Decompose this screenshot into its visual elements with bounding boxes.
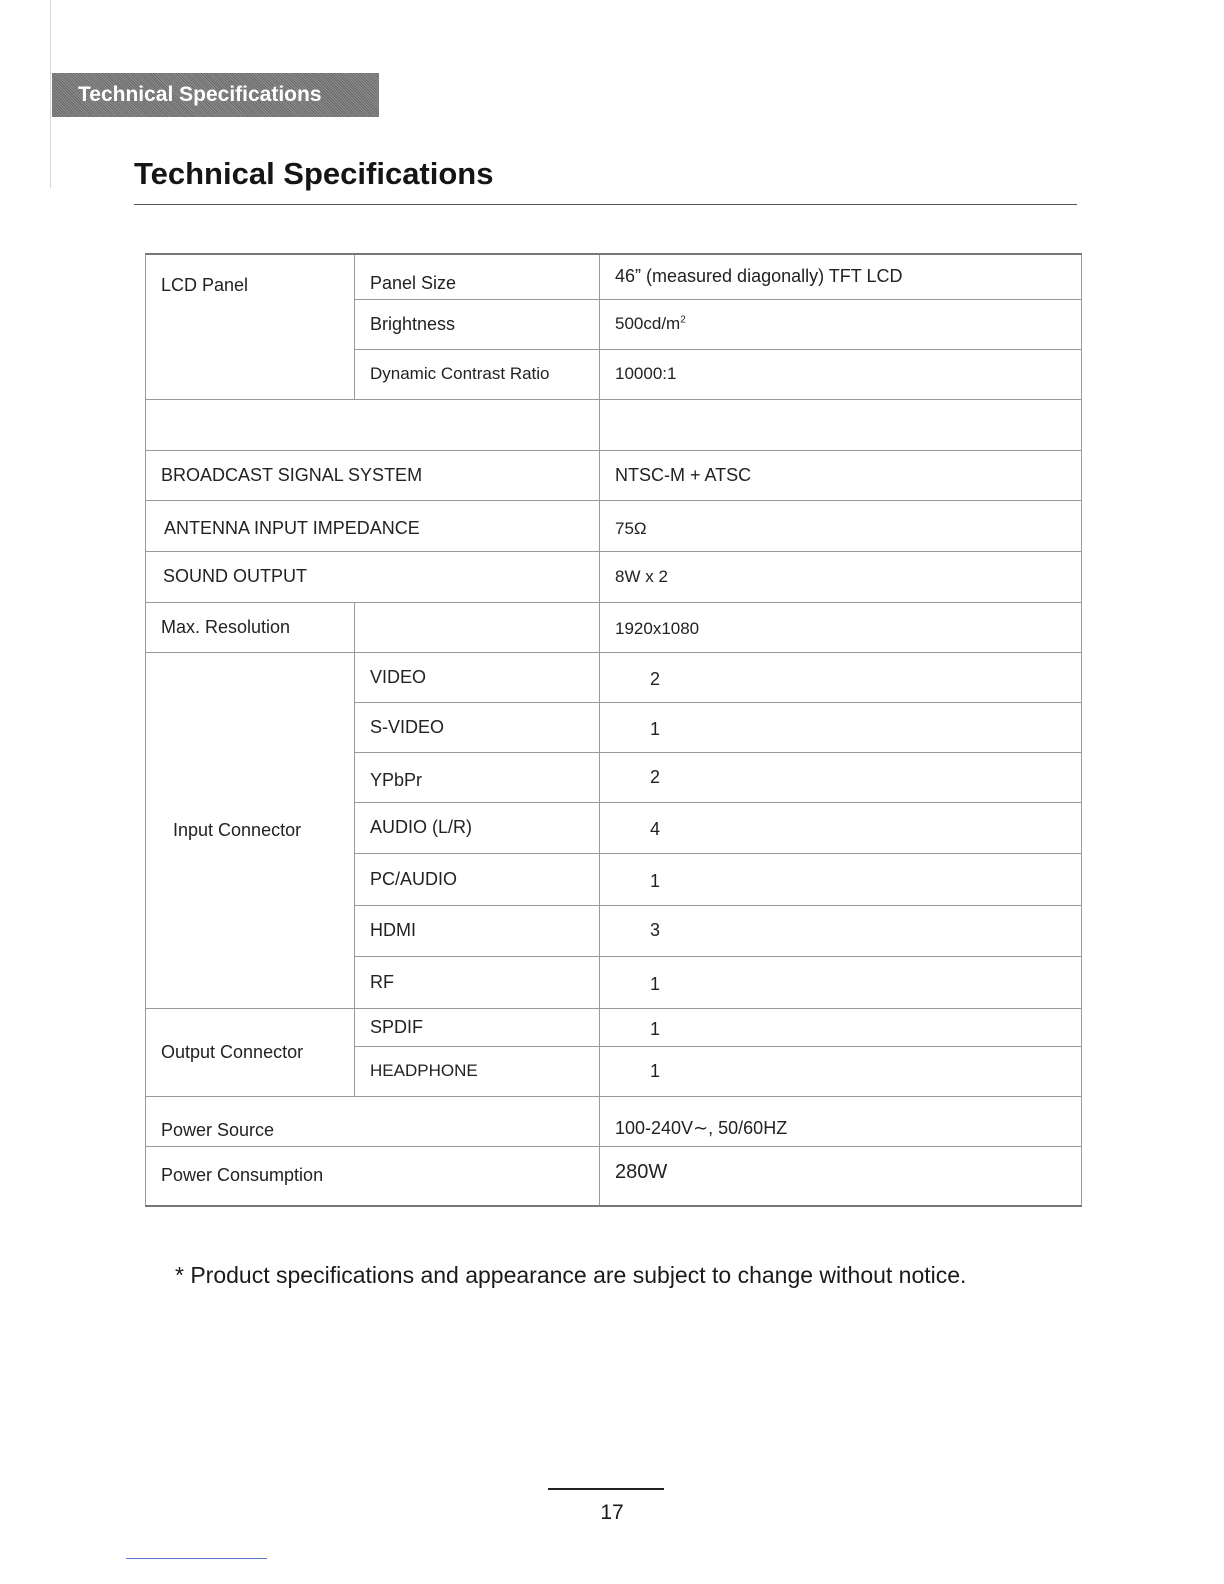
title-underline <box>134 204 1077 205</box>
table-row <box>146 399 1082 450</box>
spec-label: PC/AUDIO <box>355 853 600 905</box>
spec-value: 1 <box>600 853 1082 905</box>
spec-value: 100-240V∼, 50/60HZ <box>600 1096 1082 1146</box>
spec-group-label: Output Connector <box>146 1008 355 1096</box>
spec-value: 4 <box>600 802 1082 853</box>
page-number: 17 <box>600 1501 624 1524</box>
spec-label: HEADPHONE <box>355 1046 600 1096</box>
margin-rule <box>50 0 51 188</box>
empty-cell <box>146 399 600 450</box>
table-row <box>146 450 1082 500</box>
spec-label: Dynamic Contrast Ratio <box>355 349 600 399</box>
table-row <box>146 1096 1082 1146</box>
spec-label: SPDIF <box>355 1008 600 1046</box>
spec-value: 1 <box>600 1008 1082 1046</box>
table-row <box>146 652 1082 702</box>
spec-value: 1920x1080 <box>600 602 1082 652</box>
spec-value: 3 <box>600 905 1082 956</box>
spec-value: $500cd/m^2$ <box>600 299 1082 349</box>
spec-label: SOUND OUTPUT <box>146 551 600 602</box>
spec-label: VIDEO <box>355 652 600 702</box>
spec-group-label: LCD Panel <box>146 254 355 399</box>
spec-group-label: Input Connector <box>146 652 355 1008</box>
corner-underline <box>126 1558 267 1559</box>
spec-value: 2 <box>600 752 1082 802</box>
table-row <box>146 602 1082 652</box>
spec-label: AUDIO (L/R) <box>355 802 600 853</box>
spec-value: 2 <box>600 652 1082 702</box>
spec-label: Brightness <box>355 299 600 349</box>
specifications-table <box>145 253 1082 1207</box>
empty-cell <box>355 602 600 652</box>
table-row <box>146 500 1082 551</box>
spec-value: 1 <box>600 1046 1082 1096</box>
table-row <box>146 1008 1082 1046</box>
spec-value: 10000:1 <box>600 349 1082 399</box>
empty-cell <box>600 399 1082 450</box>
spec-value: 280W <box>600 1146 1082 1206</box>
footnote: * Product specifications and appearance are subject to change without notice. <box>175 1262 967 1288</box>
spec-label: ANTENNA INPUT IMPEDANCE <box>146 500 600 551</box>
section-tab: Technical Specifications <box>52 73 379 117</box>
spec-label: BROADCAST SIGNAL SYSTEM <box>146 450 600 500</box>
spec-value: 75Ω <box>600 500 1082 551</box>
spec-label: Power Source <box>146 1096 600 1146</box>
spec-label: S-VIDEO <box>355 702 600 752</box>
spec-label: Max. Resolution <box>146 602 355 652</box>
page-number-rule <box>548 1488 664 1490</box>
table-row <box>146 254 1082 299</box>
spec-value: 8W x 2 <box>600 551 1082 602</box>
table-row <box>146 551 1082 602</box>
spec-label: Panel Size <box>355 254 600 299</box>
spec-label: HDMI <box>355 905 600 956</box>
spec-label: RF <box>355 956 600 1008</box>
page-title: Technical Specifications <box>134 156 494 191</box>
spec-value: 46” (measured diagonally) TFT LCD <box>600 254 1082 299</box>
spec-value: 1 <box>600 702 1082 752</box>
spec-value: NTSC-M + ATSC <box>600 450 1082 500</box>
spec-label: YPbPr <box>355 752 600 802</box>
spec-label: Power Consumption <box>146 1146 600 1206</box>
table-row <box>146 1146 1082 1206</box>
spec-value: 1 <box>600 956 1082 1008</box>
